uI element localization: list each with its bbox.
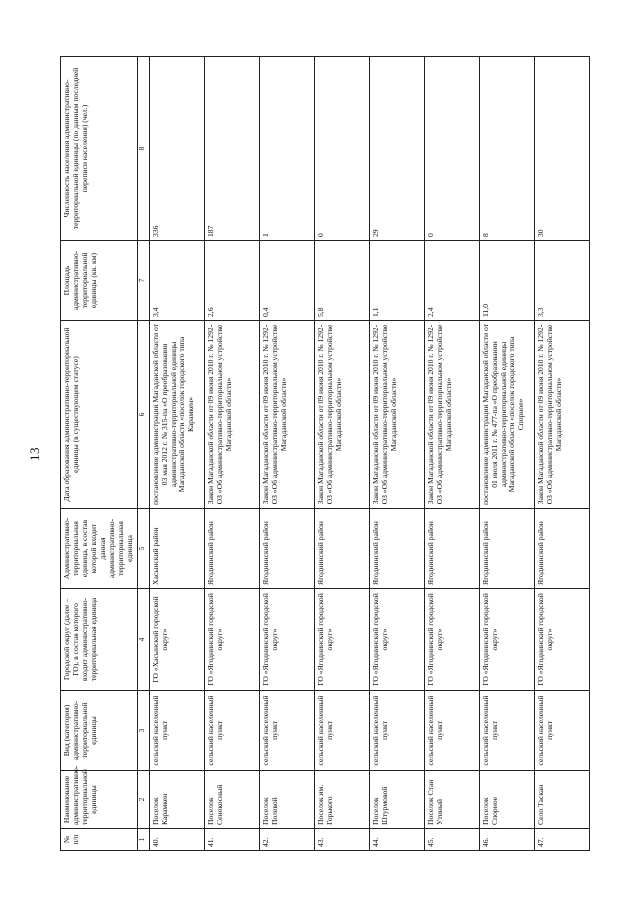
cell-formation-date: постановление администрации Магаданской области от 03 мая 2012 г. № 315-па «О преобразовании административно-территориальной единицы Магаданской области «поселок городского типа Карамкен» <box>149 321 204 509</box>
cell-unit-kind: сельский населенный пункт <box>424 691 479 771</box>
table-header <box>61 57 138 851</box>
header-population: Численность населения административно-территориальной единицы (по данным последней переписи населения) (чел.) <box>61 57 138 241</box>
table-row <box>479 57 534 851</box>
cell-index: 43. <box>314 829 369 851</box>
cell-unit-name: Поселок Сенокосный <box>204 771 259 829</box>
cell-unit-name: Поселок Спорное <box>479 771 534 829</box>
cell-formation-date: Закон Магаданской области от 09 июня 2010 г. № 1292-ОЗ «Об административно-территориальном устройстве Магаданской области» <box>424 321 479 509</box>
cell-population: 29 <box>369 57 424 241</box>
cell-unit-name: Поселок им. Горького <box>314 771 369 829</box>
table-row <box>369 57 424 851</box>
cell-parent-unit: Ягоднинский район <box>424 509 479 589</box>
cell-unit-kind: сельский населенный пункт <box>534 691 589 771</box>
cell-formation-date: Закон Магаданской области от 09 июня 2010 г. № 1292-ОЗ «Об административно-территориальном устройстве Магаданской области» <box>204 321 259 509</box>
table-row <box>149 57 204 851</box>
cell-parent-unit: Хасынский район <box>149 509 204 589</box>
registry-table-rotator <box>60 57 563 851</box>
cell-unit-name: Поселок Стан Утиный <box>424 771 479 829</box>
cell-unit-kind: сельский населенный пункт <box>149 691 204 771</box>
cell-unit-kind: сельский населенный пункт <box>259 691 314 771</box>
header-kind: Вид (категория) административно-территориальной единицы <box>61 691 138 771</box>
column-number: 3 <box>137 691 149 771</box>
cell-index: 40. <box>149 829 204 851</box>
cell-population: 30 <box>534 57 589 241</box>
header-area: Площадь административно-территориальной единицы (кв. км) <box>61 241 138 321</box>
cell-city-district: ГО «Ягоднинский городской округ» <box>534 589 589 691</box>
column-number: 8 <box>137 57 149 241</box>
cell-unit-kind: сельский населенный пункт <box>314 691 369 771</box>
cell-parent-unit: Ягоднинский район <box>259 509 314 589</box>
cell-unit-name: Поселок Полевой <box>259 771 314 829</box>
cell-area: 5,8 <box>314 241 369 321</box>
cell-parent-unit: Ягоднинский район <box>369 509 424 589</box>
cell-area: 2,4 <box>424 241 479 321</box>
header-name: Наименование административно-территориальной единицы <box>61 771 138 829</box>
cell-index: 45. <box>424 829 479 851</box>
column-number: 6 <box>137 321 149 509</box>
cell-unit-kind: сельский населенный пункт <box>479 691 534 771</box>
cell-index: 44. <box>369 829 424 851</box>
cell-unit-name: Село Таскан <box>534 771 589 829</box>
cell-parent-unit: Ягоднинский район <box>479 509 534 589</box>
cell-city-district: ГО «Ягоднинский городской округ» <box>479 589 534 691</box>
cell-index: 47. <box>534 829 589 851</box>
cell-population: 336 <box>149 57 204 241</box>
cell-city-district: ГО «Ягоднинский городской округ» <box>369 589 424 691</box>
page-number: 13 <box>27 447 42 461</box>
cell-formation-date: Закон Магаданской области от 09 июня 2010 г. № 1292-ОЗ «Об административно-территориальном устройстве Магаданской области» <box>259 321 314 509</box>
cell-area: 11,0 <box>479 241 534 321</box>
cell-area: 0,4 <box>259 241 314 321</box>
table-body <box>137 57 589 851</box>
cell-unit-name: Поселок Штурмовой <box>369 771 424 829</box>
cell-unit-name: Поселок Карамкен <box>149 771 204 829</box>
cell-population: 1 <box>259 57 314 241</box>
table-row <box>259 57 314 851</box>
cell-index: 46. <box>479 829 534 851</box>
cell-index: 42. <box>259 829 314 851</box>
cell-city-district: ГО «Ягоднинский городской округ» <box>314 589 369 691</box>
cell-parent-unit: Ягоднинский район <box>204 509 259 589</box>
cell-area: 3,3 <box>534 241 589 321</box>
cell-population: 8 <box>479 57 534 241</box>
cell-city-district: ГО «Ягоднинский городской округ» <box>424 589 479 691</box>
cell-formation-date: Закон Магаданской области от 09 июня 2010 г. № 1292-ОЗ «Об административно-территориальном устройстве Магаданской области» <box>369 321 424 509</box>
cell-city-district: ГО «Ягоднинский городской округ» <box>259 589 314 691</box>
header-parent-unit: Административно-территориальная единица, в состав которой входит данная административно-территориальная единица <box>61 509 138 589</box>
column-number: 7 <box>137 241 149 321</box>
registry-table <box>60 56 590 851</box>
header-formation-date: Дата образования административно-территориальной единицы (в существующем статусе) <box>61 321 138 509</box>
column-number: 5 <box>137 509 149 589</box>
cell-formation-date: Закон Магаданской области от 09 июня 2010 г. № 1292-ОЗ «Об административно-территориальном устройстве Магаданской области» <box>314 321 369 509</box>
cell-formation-date: Закон Магаданской области от 09 июня 2010 г. № 1292-ОЗ «Об административно-территориальном устройстве Магаданской области» <box>534 321 589 509</box>
cell-city-district: ГО «Хасынский городской округ» <box>149 589 204 691</box>
cell-population: 0 <box>424 57 479 241</box>
table-row <box>534 57 589 851</box>
cell-formation-date: постановление администрации Магаданской области от 01 июля 2011 г. № 477-па «О преобразовании административно-территориальной единицы Магаданской области «поселок городского типа Спорное» <box>479 321 534 509</box>
cell-parent-unit: Ягоднинский район <box>314 509 369 589</box>
registry-table-frame <box>60 57 563 851</box>
cell-area: 1,1 <box>369 241 424 321</box>
cell-unit-kind: сельский населенный пункт <box>204 691 259 771</box>
header-row <box>61 57 138 851</box>
cell-index: 41. <box>204 829 259 851</box>
column-number-row <box>137 57 149 851</box>
column-number: 2 <box>137 771 149 829</box>
cell-area: 2,6 <box>204 241 259 321</box>
cell-population: 187 <box>204 57 259 241</box>
cell-parent-unit: Ягоднинский район <box>534 509 589 589</box>
header-index: № п/п <box>61 829 138 851</box>
table-row <box>314 57 369 851</box>
table-row <box>424 57 479 851</box>
cell-population: 0 <box>314 57 369 241</box>
cell-area: 3,4 <box>149 241 204 321</box>
table-row <box>204 57 259 851</box>
cell-unit-kind: сельский населенный пункт <box>369 691 424 771</box>
cell-city-district: ГО «Ягоднинский городской округ» <box>204 589 259 691</box>
header-city-district: Городской округ (далее – ГО), в состав которого входит административно-территориальная единица <box>61 589 138 691</box>
column-number: 4 <box>137 589 149 691</box>
column-number: 1 <box>137 829 149 851</box>
